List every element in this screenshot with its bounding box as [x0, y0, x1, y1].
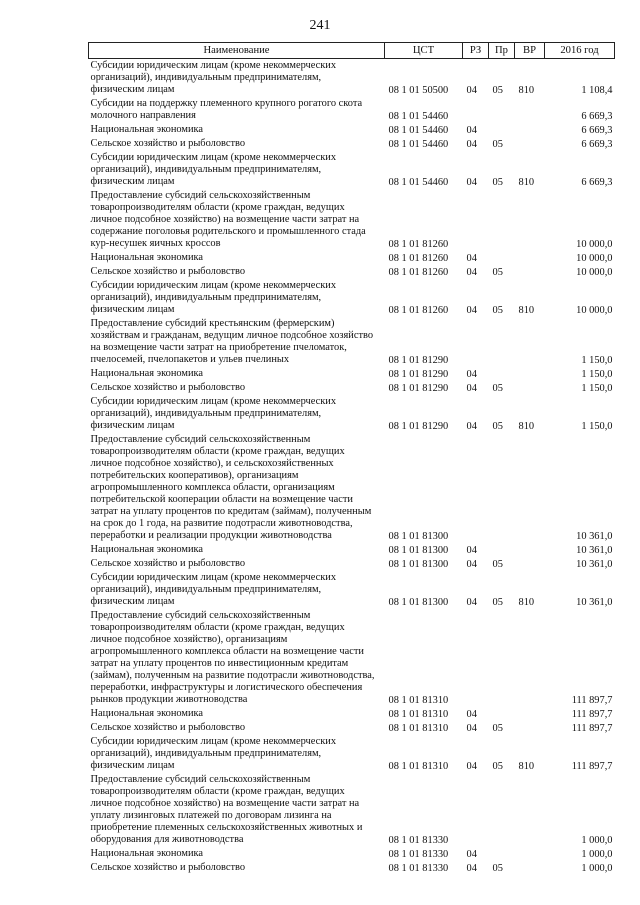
- row-pr: [489, 707, 515, 721]
- row-amount: 1 150,0: [581, 421, 613, 432]
- row-pr: 05: [492, 177, 503, 188]
- row-cst: 08 1 01 81290: [388, 369, 449, 380]
- row-pr: [489, 773, 515, 847]
- row-pr: 05: [492, 85, 503, 96]
- table-row: [89, 189, 615, 251]
- row-name: Сельское хозяйство и рыболовство: [90, 862, 246, 873]
- row-pr: 05: [492, 305, 503, 316]
- row-vr: [515, 773, 545, 847]
- row-rz: 04: [466, 709, 477, 720]
- row-name: Предоставление субсидий сельскохозяйственным товаропроизводителям области (кроме граждан, ведущих личное подсобное хозяйство), организациям агропромышленного комплекса области на возмещение части затрат на уплату процентов по инвестиционным кредитам (займам), полученным на развитие подотрасли животноводства, переработки, инфраструктуры и логистического обеспечения рынков продукции животноводства: [90, 610, 375, 705]
- row-name: Национальная экономика: [90, 252, 204, 263]
- row-name: Предоставление субсидий сельскохозяйственным товаропроизводителям области (кроме граждан, ведущих личное подсобное хозяйство) на возмещение части затрат на уплату лизинговых платежей по договорам лизинга на приобретение племенных сельскохозяйственных животных и оборудования для животноводства: [90, 774, 363, 845]
- page-number: 241: [309, 18, 331, 33]
- row-cst: 08 1 01 81310: [388, 695, 449, 706]
- row-cst: 08 1 01 81330: [388, 863, 449, 874]
- table-row: [89, 721, 615, 735]
- row-rz: 04: [466, 369, 477, 380]
- row-vr: [515, 861, 545, 875]
- row-rz: [463, 97, 489, 123]
- row-amount: 111 897,7: [571, 709, 613, 720]
- row-name: Субсидии юридическим лицам (кроме некоммерческих организаций), индивидуальным предпринимателям, физическим лицам: [90, 60, 337, 95]
- row-vr: [515, 137, 545, 151]
- row-pr: [489, 123, 515, 137]
- row-amount: 111 897,7: [571, 695, 613, 706]
- row-rz: 04: [466, 421, 477, 432]
- row-pr: 05: [492, 863, 503, 874]
- row-pr: 05: [492, 723, 503, 734]
- row-pr: [489, 847, 515, 861]
- row-cst: 08 1 01 54460: [388, 177, 449, 188]
- row-rz: 04: [466, 723, 477, 734]
- row-rz: 04: [466, 139, 477, 150]
- row-vr: [515, 847, 545, 861]
- row-vr: [515, 707, 545, 721]
- row-amount: 6 669,3: [581, 111, 613, 122]
- table-row: [89, 151, 615, 189]
- row-vr: 810: [518, 85, 535, 96]
- row-amount: 111 897,7: [571, 761, 613, 772]
- header-vr: ВР: [515, 43, 545, 59]
- table-row: [89, 609, 615, 707]
- row-pr: [489, 367, 515, 381]
- row-vr: [515, 557, 545, 571]
- row-vr: 810: [518, 597, 535, 608]
- table-row: [89, 433, 615, 543]
- row-vr: [515, 381, 545, 395]
- row-rz: 04: [466, 305, 477, 316]
- row-cst: 08 1 01 54460: [388, 125, 449, 136]
- row-name: Субсидии юридическим лицам (кроме некоммерческих организаций), индивидуальным предпринимателям, физическим лицам: [90, 280, 337, 315]
- row-rz: 04: [466, 85, 477, 96]
- row-rz: [463, 433, 489, 543]
- row-cst: 08 1 01 81300: [388, 531, 449, 542]
- row-name: Предоставление субсидий крестьянским (фермерским) хозяйствам и гражданам, ведущим личное подсобное хозяйство на возмещение части затрат на приобретение пчеломаток, пчелосемей, пчелопакетов и ульев пчелиных: [90, 318, 374, 365]
- row-vr: [515, 543, 545, 557]
- table-row: [89, 59, 615, 98]
- row-cst: 08 1 01 81260: [388, 305, 449, 316]
- row-vr: [515, 251, 545, 265]
- header-year: 2016 год: [545, 43, 615, 59]
- row-cst: 08 1 01 81290: [388, 355, 449, 366]
- table-row: [89, 395, 615, 433]
- row-pr: [489, 543, 515, 557]
- row-pr: 05: [492, 559, 503, 570]
- row-cst: 08 1 01 81310: [388, 761, 449, 772]
- row-pr: [489, 317, 515, 367]
- row-name: Субсидии юридическим лицам (кроме некоммерческих организаций), индивидуальным предпринимателям, физическим лицам: [90, 396, 337, 431]
- row-rz: 04: [466, 267, 477, 278]
- table-row: [89, 847, 615, 861]
- row-rz: [463, 189, 489, 251]
- row-name: Национальная экономика: [90, 708, 204, 719]
- row-rz: 04: [466, 761, 477, 772]
- row-name: Предоставление субсидий сельскохозяйственным товаропроизводителям области (кроме граждан, ведущих личное подсобное хозяйство), и сельскохозяйственных потребительских кооперативов), организациям агропромышленного комплекса области, организациям потребительской кооперации области на возмещение части затрат на уплату процентов по кредитам (займам), полученным на срок до 1 года, на развитие подотрасли животноводства, переработки и реализации продукции животноводства: [90, 434, 372, 541]
- row-cst: 08 1 01 81300: [388, 597, 449, 608]
- row-pr: 05: [492, 383, 503, 394]
- table-row: [89, 557, 615, 571]
- row-cst: 08 1 01 81300: [388, 559, 449, 570]
- row-name: Сельское хозяйство и рыболовство: [90, 722, 246, 733]
- table-body: [89, 59, 615, 876]
- header-rz: РЗ: [463, 43, 489, 59]
- row-amount: 1 150,0: [581, 383, 613, 394]
- row-name: Национальная экономика: [90, 544, 204, 555]
- row-amount: 1 000,0: [581, 863, 613, 874]
- row-rz: [463, 773, 489, 847]
- row-amount: 10 361,0: [576, 545, 613, 556]
- row-vr: 810: [518, 177, 535, 188]
- row-name: Субсидии юридическим лицам (кроме некоммерческих организаций), индивидуальным предпринимателям, физическим лицам: [90, 152, 337, 187]
- table-row: [89, 279, 615, 317]
- row-cst: 08 1 01 81330: [388, 849, 449, 860]
- row-pr: [489, 609, 515, 707]
- table-row: [89, 317, 615, 367]
- row-vr: 810: [518, 761, 535, 772]
- row-amount: 10 361,0: [576, 559, 613, 570]
- row-amount: 1 150,0: [581, 369, 613, 380]
- row-cst: 08 1 01 54460: [388, 139, 449, 150]
- row-cst: 08 1 01 81290: [388, 421, 449, 432]
- row-pr: [489, 433, 515, 543]
- row-cst: 08 1 01 81260: [388, 253, 449, 264]
- row-pr: [489, 97, 515, 123]
- row-amount: 10 000,0: [576, 267, 613, 278]
- row-cst: 08 1 01 81330: [388, 835, 449, 846]
- row-cst: 08 1 01 50500: [388, 85, 449, 96]
- row-rz: 04: [466, 383, 477, 394]
- row-name: Сельское хозяйство и рыболовство: [90, 382, 246, 393]
- row-vr: [515, 189, 545, 251]
- header-name: Наименование: [89, 43, 385, 59]
- table-row: [89, 367, 615, 381]
- row-amount: 10 000,0: [576, 253, 613, 264]
- row-name: Сельское хозяйство и рыболовство: [90, 138, 246, 149]
- row-pr: [489, 251, 515, 265]
- row-vr: [515, 317, 545, 367]
- row-amount: 6 669,3: [581, 125, 613, 136]
- row-pr: 05: [492, 421, 503, 432]
- row-name: Предоставление субсидий сельскохозяйственным товаропроизводителям области (кроме граждан, ведущих личное подсобное хозяйство) на возмещение части затрат на содержание поголовья родительского и промышленного стада кур-несушек яичных кроссов: [90, 190, 366, 249]
- row-cst: 08 1 01 81260: [388, 239, 449, 250]
- row-amount: 10 000,0: [576, 239, 613, 250]
- row-rz: 04: [466, 545, 477, 556]
- row-name: Национальная экономика: [90, 848, 204, 859]
- table-header-row: [89, 43, 615, 59]
- row-amount: 1 108,4: [581, 85, 613, 96]
- row-rz: 04: [466, 125, 477, 136]
- table-row: [89, 735, 615, 773]
- row-amount: 1 150,0: [581, 355, 613, 366]
- row-rz: [463, 609, 489, 707]
- row-rz: 04: [466, 597, 477, 608]
- row-rz: 04: [466, 559, 477, 570]
- table-row: [89, 137, 615, 151]
- row-rz: [463, 317, 489, 367]
- row-vr: [515, 367, 545, 381]
- row-cst: 08 1 01 81310: [388, 723, 449, 734]
- row-amount: 6 669,3: [581, 139, 613, 150]
- row-rz: 04: [466, 863, 477, 874]
- row-amount: 111 897,7: [571, 723, 613, 734]
- table-row: [89, 707, 615, 721]
- row-rz: 04: [466, 177, 477, 188]
- table-row: [89, 265, 615, 279]
- row-amount: 10 361,0: [576, 531, 613, 542]
- table-row: [89, 543, 615, 557]
- row-vr: [515, 609, 545, 707]
- row-amount: 1 000,0: [581, 835, 613, 846]
- row-amount: 10 361,0: [576, 597, 613, 608]
- row-cst: 08 1 01 81290: [388, 383, 449, 394]
- row-pr: 05: [492, 267, 503, 278]
- row-name: Национальная экономика: [90, 124, 204, 135]
- row-vr: 810: [518, 421, 535, 432]
- row-vr: [515, 433, 545, 543]
- table-row: [89, 251, 615, 265]
- row-rz: 04: [466, 253, 477, 264]
- row-amount: 10 000,0: [576, 305, 613, 316]
- table-row: [89, 97, 615, 123]
- row-vr: 810: [518, 305, 535, 316]
- row-pr: 05: [492, 139, 503, 150]
- table-row: [89, 773, 615, 847]
- header-cst: ЦСТ: [385, 43, 463, 59]
- row-name: Национальная экономика: [90, 368, 204, 379]
- row-vr: [515, 721, 545, 735]
- row-name: Субсидии юридическим лицам (кроме некоммерческих организаций), индивидуальным предпринимателям, физическим лицам: [90, 736, 337, 771]
- row-pr: 05: [492, 597, 503, 608]
- row-rz: 04: [466, 849, 477, 860]
- table-row: [89, 123, 615, 137]
- row-name: Субсидии на поддержку племенного крупного рогатого скота молочного направления: [90, 98, 363, 121]
- row-pr: 05: [492, 761, 503, 772]
- row-amount: 6 669,3: [581, 177, 613, 188]
- header-pr: Пр: [489, 43, 515, 59]
- budget-table: [88, 42, 615, 875]
- table-row: [89, 381, 615, 395]
- row-name: Сельское хозяйство и рыболовство: [90, 558, 246, 569]
- row-cst: 08 1 01 81300: [388, 545, 449, 556]
- row-cst: 08 1 01 54460: [388, 111, 449, 122]
- table-row: [89, 861, 615, 875]
- row-vr: [515, 97, 545, 123]
- row-pr: [489, 189, 515, 251]
- row-vr: [515, 265, 545, 279]
- table-row: [89, 571, 615, 609]
- row-cst: 08 1 01 81260: [388, 267, 449, 278]
- row-name: Сельское хозяйство и рыболовство: [90, 266, 246, 277]
- row-vr: [515, 123, 545, 137]
- row-cst: 08 1 01 81310: [388, 709, 449, 720]
- row-amount: 1 000,0: [581, 849, 613, 860]
- row-name: Субсидии юридическим лицам (кроме некоммерческих организаций), индивидуальным предпринимателям, физическим лицам: [90, 572, 337, 607]
